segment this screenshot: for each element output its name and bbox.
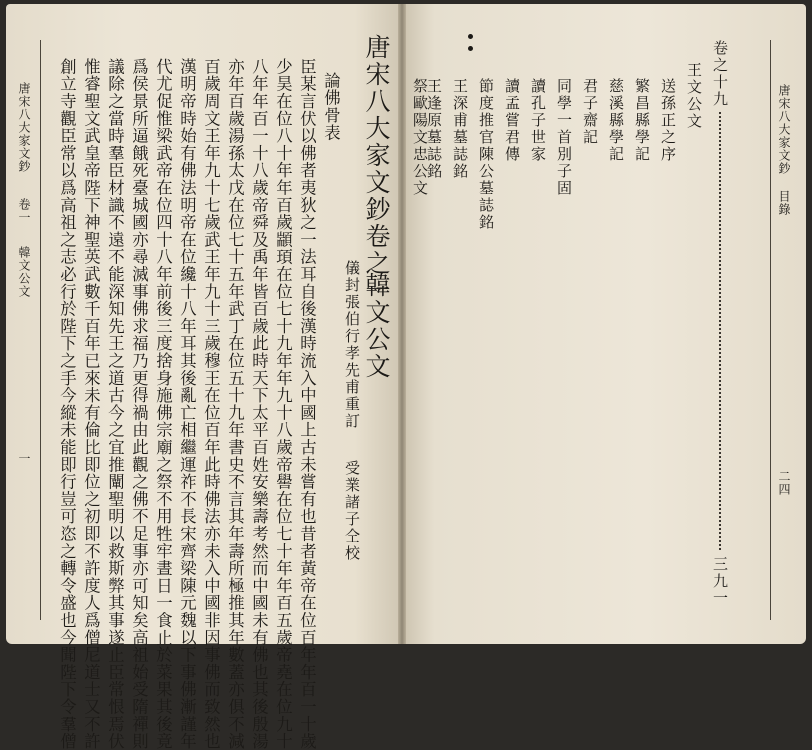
- toc-entry-3: 慈溪縣學記: [607, 78, 625, 163]
- page-marker-dot: [468, 34, 473, 39]
- book-title: 唐宋八大家文鈔卷之一: [362, 34, 391, 304]
- toc-entry-9: 王深甫墓誌銘: [451, 78, 469, 180]
- body-line-8: 爲侯景所逼餓死臺城國亦尋滅事佛求福乃更得禍由此觀之佛不足事亦可知矣高祖始受隋禪則: [129, 58, 149, 750]
- body-line-10: 惟睿聖文武皇帝陛下神聖英武數千百年已來未有倫比即位之初即不許度人爲僧尼道士又不許: [81, 58, 101, 750]
- toc-entry-6: 讀孔子世家: [529, 78, 547, 163]
- right-running-head-title: 唐宋八大家文鈔: [777, 84, 791, 175]
- left-running-head-title: 唐宋八大家文鈔: [17, 82, 31, 173]
- left-folio: 一: [17, 452, 31, 465]
- body-line-1: 臣某言伏以佛者夷狄之一法耳自後漢時流入中國上古未嘗有也昔者黃帝在位百年年百一十歲: [297, 58, 317, 750]
- page-marker-dot: [468, 46, 473, 51]
- toc-entry-8: 節度推官陳公墓誌銘: [477, 78, 495, 231]
- body-line-11: 創立寺觀臣常以爲高祖之志必行於陛下之手今縱未能即行豈可恣之轉令盛也今聞陛下令羣僧: [57, 58, 77, 750]
- body-line-2: 少昊在位八十年年百歲顓頊在位七十九年年九十八歲帝嚳在位七十年年百五歲帝堯在位九十: [273, 58, 293, 750]
- toc-entry-5: 同學一首別子固: [555, 78, 573, 197]
- toc-volume-page: 三九一: [711, 556, 729, 607]
- proofreader-credit: 受業諸子仝校: [343, 460, 361, 562]
- right-running-head-section: 目錄: [777, 190, 791, 216]
- body-line-7: 代尤促惟梁武帝在位四十八年前後三度捨身施佛宗廟之祭不用牲牢晝日一食止於菜果其後竟: [153, 58, 173, 750]
- toc-volume: 卷之十九: [711, 40, 729, 108]
- toc-entry-11: 祭歐陽文忠公文: [411, 78, 429, 197]
- editor-credit: 儀封張伯行孝先甫重訂: [343, 260, 361, 430]
- toc-leader-dots: [719, 112, 721, 550]
- toc-entry-4: 君子齋記: [581, 78, 599, 146]
- book-gutter: [398, 4, 406, 644]
- body-line-3: 八年年百一十八歲帝舜及禹年皆百歲此時天下太平百姓安樂壽考然而中國未有佛也其後殷湯: [249, 58, 269, 750]
- body-line-6: 漢明帝時始有佛法明帝在位纔十八年耳其後亂亡相繼運祚不長宋齊梁陳元魏以下事佛漸謹年: [177, 58, 197, 750]
- body-line-5: 百歲周文王年九十七歲武王年九十三歲穆王在位百年此時佛法亦未入中國非因事佛而致然也: [201, 58, 221, 750]
- right-folio: 二四: [777, 470, 791, 496]
- toc-entry-10: 王逢原墓誌銘: [425, 78, 443, 180]
- right-head-rule: [770, 40, 771, 620]
- toc-author: 王文公文: [685, 62, 703, 130]
- toc-entry-2: 繁昌縣學記: [633, 78, 651, 163]
- toc-entry-1: 送孫正之序: [659, 78, 677, 163]
- left-running-head-volume: 卷一: [17, 198, 31, 224]
- left-running-head-author: 韓文公文: [17, 246, 31, 298]
- toc-entry-7: 讀孟嘗君傳: [503, 78, 521, 163]
- body-line-4: 亦年百歲湯孫太戊在位七十五年武丁在位五十九年書史不言其年壽所極推其年數蓋亦俱不減: [225, 58, 245, 750]
- essay-title: 論佛骨表: [321, 72, 341, 142]
- left-head-rule: [40, 40, 41, 620]
- body-line-9: 議除之當時羣臣材識不遠不能深知先王之道古今之宜推闡聖明以救斯弊其事遂止臣常恨焉伏: [105, 58, 125, 750]
- author-title: 韓文公文: [362, 272, 391, 380]
